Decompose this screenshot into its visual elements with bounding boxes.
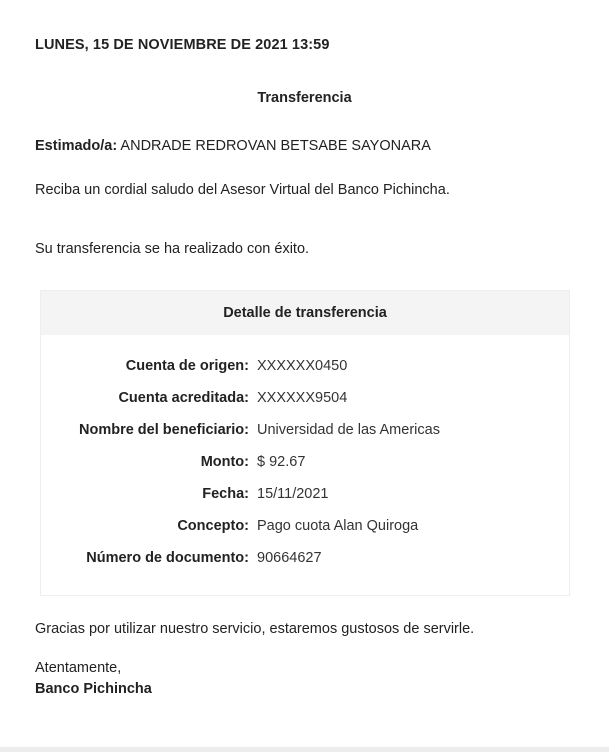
detail-row-beneficiary <box>41 422 571 442</box>
detail-label: Nombre del beneficiario: <box>78 422 249 438</box>
detail-value: Universidad de las Americas <box>257 422 440 438</box>
detail-value: $ 92.67 <box>257 454 306 470</box>
bank-signature: Banco Pichincha <box>35 681 152 697</box>
detail-value: XXXXXX9504 <box>257 390 348 406</box>
greeting <box>35 138 431 154</box>
detail-row-origin-account <box>41 358 571 378</box>
page-title: Transferencia <box>257 90 352 106</box>
detail-label: Concepto: <box>177 518 249 534</box>
salute-text: Reciba un cordial saludo del Asesor Virtual del Banco Pichincha. <box>35 182 450 198</box>
detail-label: Cuenta acreditada: <box>118 390 249 406</box>
detail-label: Número de documento: <box>86 550 249 566</box>
detail-row-concept <box>41 518 571 538</box>
detail-label: Cuenta de origen: <box>125 358 249 374</box>
detail-label: Fecha: <box>202 486 249 502</box>
bottom-divider <box>0 747 609 752</box>
detail-value: Pago cuota Alan Quiroga <box>257 518 419 534</box>
transfer-detail-box <box>40 290 570 596</box>
detail-row-amount <box>41 454 571 474</box>
thanks-text: Gracias por utilizar nuestro servicio, estaremos gustosos de servirle. <box>35 621 475 637</box>
date-heading: LUNES, 15 DE NOVIEMBRE DE 2021 13:59 <box>35 37 330 53</box>
detail-header: Detalle de transferencia <box>41 291 569 335</box>
detail-row-document-number <box>41 550 571 570</box>
detail-value: XXXXXX0450 <box>257 358 348 374</box>
detail-row-credited-account <box>41 390 571 410</box>
detail-label: Monto: <box>200 454 249 470</box>
regards-text: Atentamente, <box>35 660 122 676</box>
greeting-label: Estimado/a: <box>35 138 118 154</box>
recipient-name: ANDRADE REDROVAN BETSABE SAYONARA <box>120 138 431 154</box>
detail-value: 90664627 <box>257 550 322 566</box>
detail-value: 15/11/2021 <box>257 486 329 502</box>
success-text: Su transferencia se ha realizado con éxito. <box>35 241 310 257</box>
detail-row-date <box>41 486 571 506</box>
